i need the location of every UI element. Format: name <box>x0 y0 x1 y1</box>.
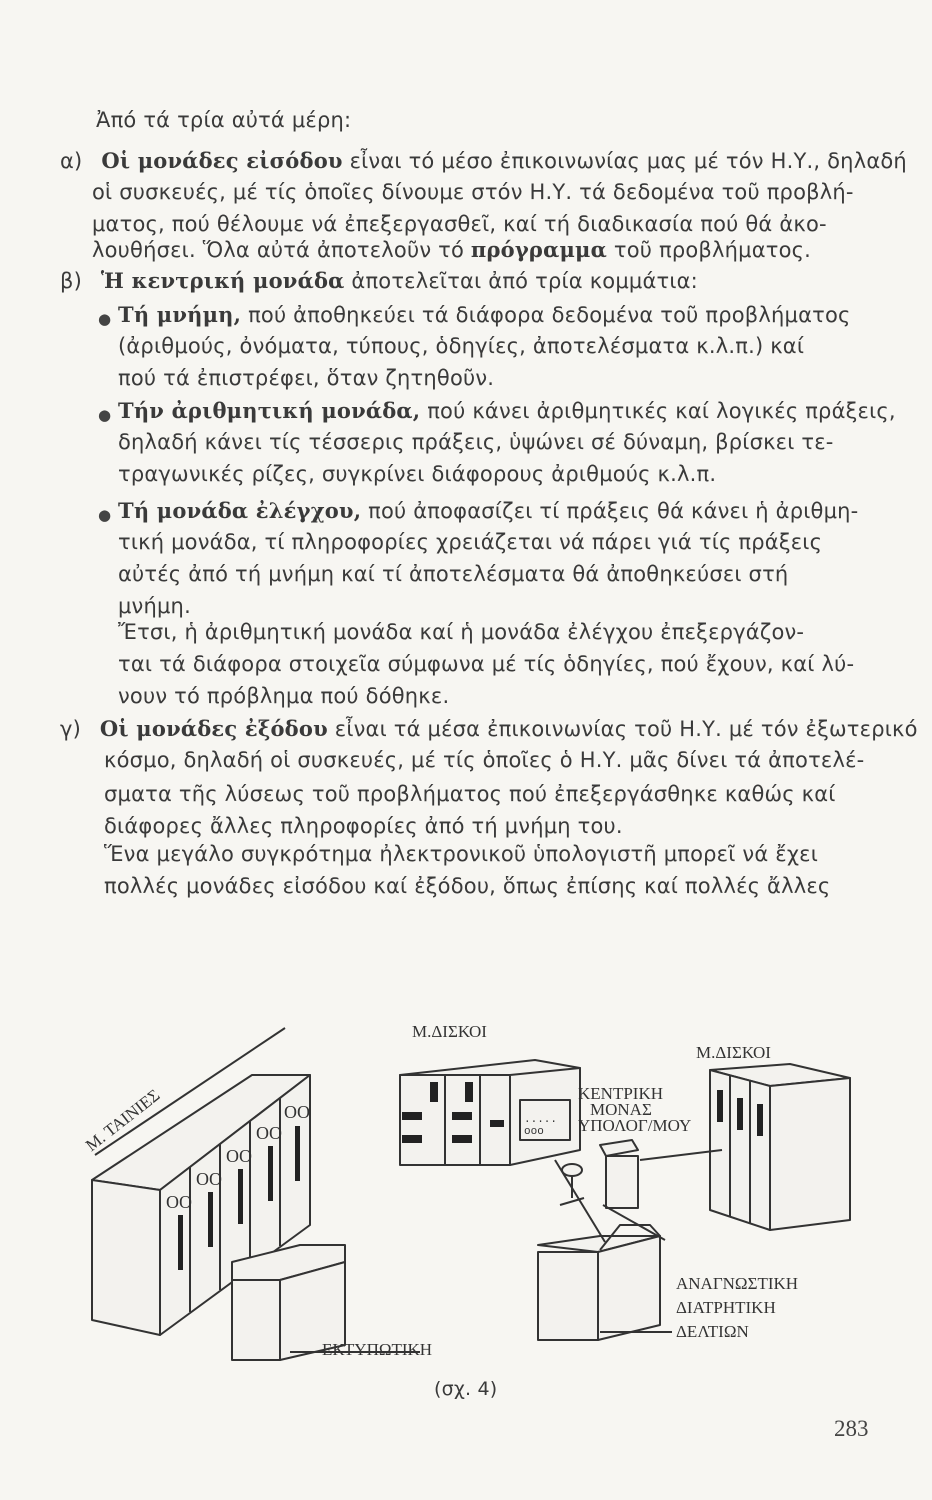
section-a-line4-post: τοῦ προβλήματος. <box>613 238 812 262</box>
arith-line2: δηλαδή κάνει τίς τέσσερις πράξεις, ὑψώνει σέ δύναμη, βρίσκει τε- <box>118 430 834 454</box>
section-g-line2: κόσμο, δηλαδή οἱ συσκευές, μέ τίς ὁποῖες ὁ Η.Υ. μᾶς δίνει τά ἀποτελέ- <box>104 748 865 772</box>
memory-line2: (ἀριθμούς, ὀνόματα, τύπους, ὁδηγίες, ἀποτελέσματα κ.λ.π.) καί <box>118 334 805 358</box>
memory-line3: πού τά ἐπιστρέφει, ὅταν ζητηθοῦν. <box>118 366 495 390</box>
summary-line3: νουν τό πρόβλημα πού δόθηκε. <box>118 684 450 708</box>
control-line3: αὐτές ἀπό τή μνήμη καί τί ἀποτελέσματα θά ἀποθηκεύσει στή <box>118 562 789 586</box>
svg-text:OO: OO <box>226 1146 252 1166</box>
section-a-line2: οἱ συσκευές, μέ τίς ὁποῖες δίνουμε στόν Η.Υ. τά δεδομένα τοῦ προβλή- <box>92 180 854 204</box>
section-g-marker: γ) <box>60 717 82 741</box>
memory-title: Τή μνήμη, <box>118 302 242 327</box>
section-a-marker: α) <box>60 149 83 173</box>
label-disks-right: Μ.ΔΙΣΚΟΙ <box>696 1043 771 1062</box>
svg-text:OO: OO <box>284 1102 310 1122</box>
control-line2: τική μονάδα, τί πληροφορίες χρειάζεται νά πάρει γιά τίς πράξεις <box>118 530 823 554</box>
svg-text:ooo: ooo <box>524 1126 544 1138</box>
memory-text1: πού ἀποθηκεύει τά διάφορα δεδομένα τοῦ προβλήματος <box>248 303 851 327</box>
label-reader-1: ΑΝΑΓΝΩΣΤΙΚΗ <box>676 1274 799 1293</box>
bullet-icon: ● <box>98 406 112 424</box>
intro-line: Ἀπό τά τρία αὐτά μέρη: <box>96 108 352 132</box>
control-title: Τή μονάδα ἐλέγχου, <box>118 498 362 523</box>
label-reader-2: ΔΙΑΤΡΗΤΙΚΗ <box>676 1298 776 1317</box>
section-g-title: Οἱ μονάδες ἐξόδου <box>99 716 328 741</box>
card-reader-drawing <box>538 1205 672 1340</box>
summary-line2: ται τά διάφορα στοιχεῖα σύμφωνα μέ τίς ὁδηγίες, πού ἔχουν, καί λύ- <box>118 652 855 676</box>
page-number: 283 <box>834 1416 869 1441</box>
bullet-icon: ● <box>98 310 112 328</box>
summary-line1: Ἔτσι, ἡ ἀριθμητική μονάδα καί ἡ μονάδα ἐλέγχου ἐπεξεργάζον- <box>118 620 805 644</box>
svg-text:OO: OO <box>166 1192 192 1212</box>
section-a-line1: εἶναι τό μέσο ἐπικοινωνίας μας μέ τόν Η.Υ., δηλαδή <box>349 149 907 173</box>
svg-text:OO: OO <box>256 1123 282 1143</box>
central-unit-drawing <box>400 1060 580 1165</box>
arith-line3: τραγωνικές ρίζες, συγκρίνει διάφορους ἀριθμούς κ.λ.π. <box>118 462 717 486</box>
arith-text1: πού κάνει ἀριθμητικές καί λογικές πράξεις, <box>427 399 896 423</box>
section-g-line4: διάφορες ἄλλες πληροφορίες ἀπό τή μνήμη του. <box>104 814 623 838</box>
section-a-title: Οἱ μονάδες εἰσόδου <box>101 148 343 173</box>
right-disks-drawing <box>710 1064 850 1230</box>
figure-caption: (σχ. 4) <box>434 1378 498 1400</box>
section-b-marker: β) <box>60 269 82 293</box>
svg-text:OO: OO <box>196 1169 222 1189</box>
section-a-line3: ματος, πού θέλουμε νά ἐπεξεργασθεῖ, καί τή διαδικασία πού θά ἀκο- <box>92 212 827 236</box>
label-printer: ΕΚΤΥΠΩΤΙΚΗ <box>322 1340 433 1359</box>
control-text1: πού ἀποφασίζει τί πράξεις θά κάνει ἡ ἀριθμη- <box>368 499 859 523</box>
section-b-rest: ἀποτελεῖται ἀπό τρία κομμάτια: <box>351 269 698 293</box>
bullet-icon: ● <box>98 506 112 524</box>
ending-line1: Ἕνα μεγάλο συγκρότημα ἠλεκτρονικοῦ ὑπολογιστῆ μπορεῖ νά ἔχει <box>104 842 819 866</box>
ending-line2: πολλές μονάδες εἰσόδου καί ἐξόδου, ὅπως ἐπίσης καί πολλές ἄλλες <box>104 874 831 898</box>
arith-title: Τήν ἀριθμητική μονάδα, <box>118 398 421 423</box>
label-disks-center: Μ.ΔΙΣΚΟΙ <box>412 1022 487 1041</box>
section-b-title: Ἡ κεντρική μονάδα <box>100 268 345 293</box>
label-cpu-2: ΜΟΝΑΣ <box>590 1100 652 1119</box>
section-a-line4-pre: λουθήσει. Ὅλα αὐτά ἀποτελοῦν τό <box>92 238 465 262</box>
label-cpu-1: ΚΕΝΤΡΙΚΗ <box>578 1084 663 1103</box>
label-cpu-3: ΥΠΟΛΟΓ/ΜΟΥ <box>578 1116 692 1135</box>
section-g-line3: σματα τῆς λύσεως τοῦ προβλήματος πού ἐπεξεργάσθηκε καθώς καί <box>104 782 836 806</box>
control-line4: μνήμη. <box>118 594 191 618</box>
program-term: πρόγραμμα <box>470 237 607 262</box>
section-g-line1: εἶναι τά μέσα ἐπικοινωνίας τοῦ Η.Υ. μέ τόν ἐξωτερικό <box>334 717 918 741</box>
label-reader-3: ΔΕΛΤΙΩΝ <box>676 1322 749 1341</box>
svg-text:.....: ..... <box>524 1114 558 1126</box>
label-tapes: Μ. ΤΑΙΝΙΕΣ <box>82 1085 164 1155</box>
